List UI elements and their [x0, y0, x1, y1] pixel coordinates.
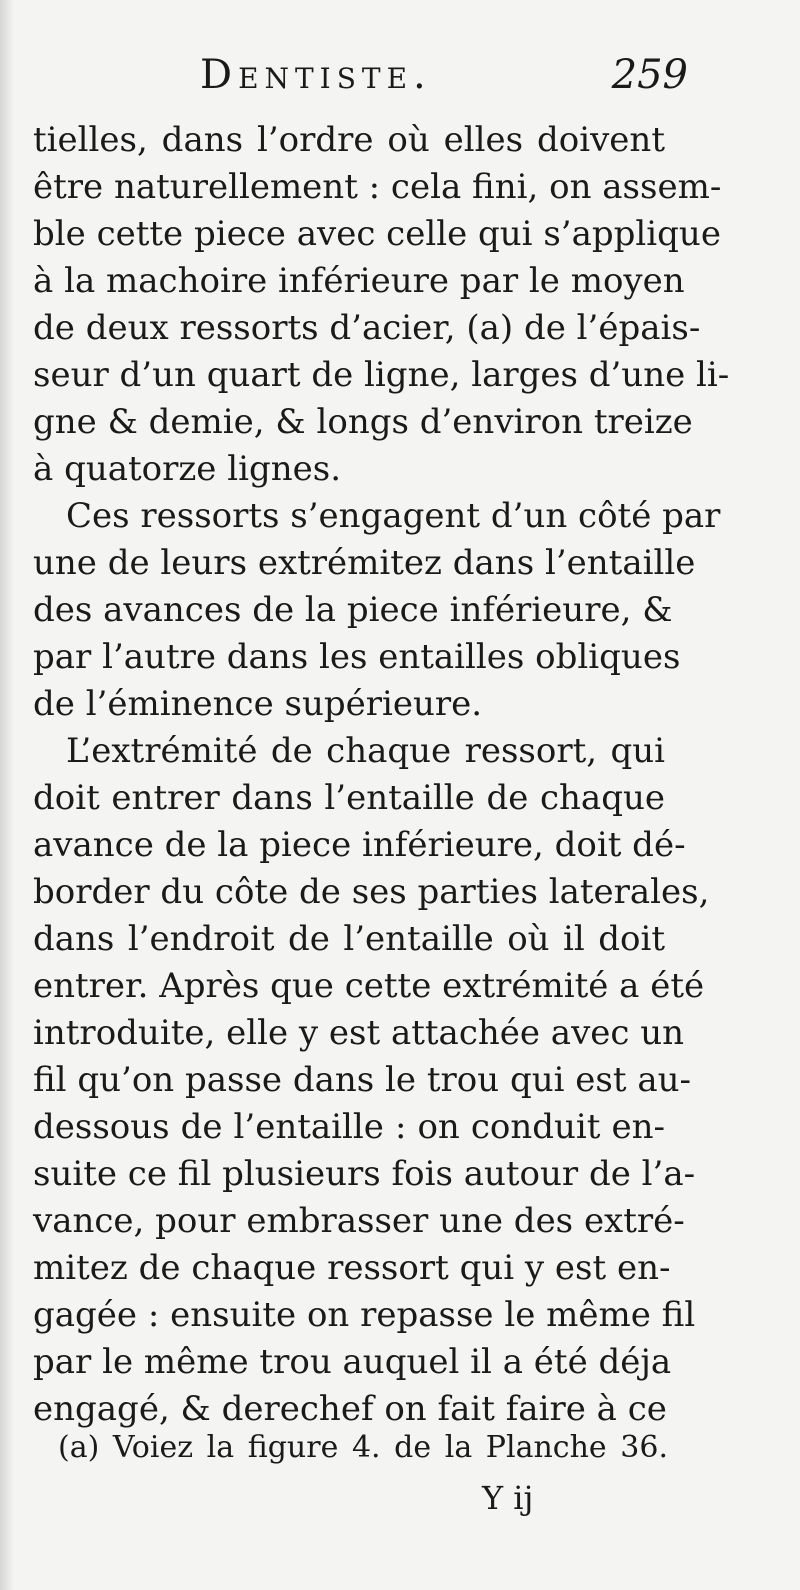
text-line: avance de la piece inférieure, doit dé-: [33, 825, 686, 865]
paragraph-start-line: Ces ressorts s’engagent d’un côté par: [66, 496, 721, 536]
page-gutter-shadow: [0, 0, 14, 1590]
text-line: de deux ressorts d’acier, (a) de l’épais-: [33, 308, 701, 348]
text-line: engagé, & derechef on fait faire à ce: [33, 1389, 667, 1429]
text-line: par l’autre dans les entailles obliques: [33, 637, 681, 677]
text-line: ble cette piece avec celle qui s’applique: [33, 214, 721, 254]
text-line: vance, pour embrasser une des extré-: [33, 1201, 685, 1241]
text-line: doit entrer dans l’entaille de chaque: [33, 778, 665, 818]
text-line: des avances de la piece inférieure, &: [33, 590, 673, 630]
text-line: de l’éminence supérieure.: [33, 684, 483, 724]
text-line: à la machoire inférieure par le moyen: [33, 261, 685, 301]
text-line: gne & demie, & longs d’environ treize: [33, 402, 693, 442]
text-line: une de leurs extrémitez dans l’entaille: [33, 543, 696, 583]
text-line: entrer. Après que cette extrémité a été: [33, 966, 705, 1006]
text-line: dans l’endroit de l’entaille où il doit: [33, 919, 665, 959]
text-line: introduite, elle y est attachée avec un: [33, 1013, 685, 1053]
text-line: être naturellement : cela fini, on assem-: [33, 167, 722, 207]
text-line: tielles, dans l’ordre où elles doivent: [33, 120, 665, 160]
signature-mark: Y ij: [482, 1479, 534, 1517]
footnote: (a) Voiez la figure 4. de la Planche 36.: [58, 1430, 668, 1465]
page-number: 259: [611, 52, 688, 98]
text-line: fil qu’on passe dans le trou qui est au-: [33, 1060, 691, 1100]
text-line: dessous de l’entaille : on conduit en-: [33, 1107, 665, 1147]
text-line: seur d’un quart de ligne, larges d’une li-: [33, 355, 730, 395]
running-head: Dentiste.: [200, 52, 432, 98]
paragraph-start-line: L’extrémité de chaque ressort, qui: [66, 731, 665, 771]
text-line: mitez de chaque ressort qui y est en-: [33, 1248, 671, 1288]
text-line: gagée : ensuite on repasse le même fil: [33, 1295, 696, 1335]
text-line: à quatorze lignes.: [33, 449, 342, 489]
text-line: suite ce fil plusieurs fois autour de l’a-: [33, 1154, 696, 1194]
text-line: par le même trou auquel il a été déja: [33, 1342, 672, 1382]
text-line: border du côte de ses parties laterales,: [33, 872, 710, 912]
page-header: [0, 52, 800, 112]
